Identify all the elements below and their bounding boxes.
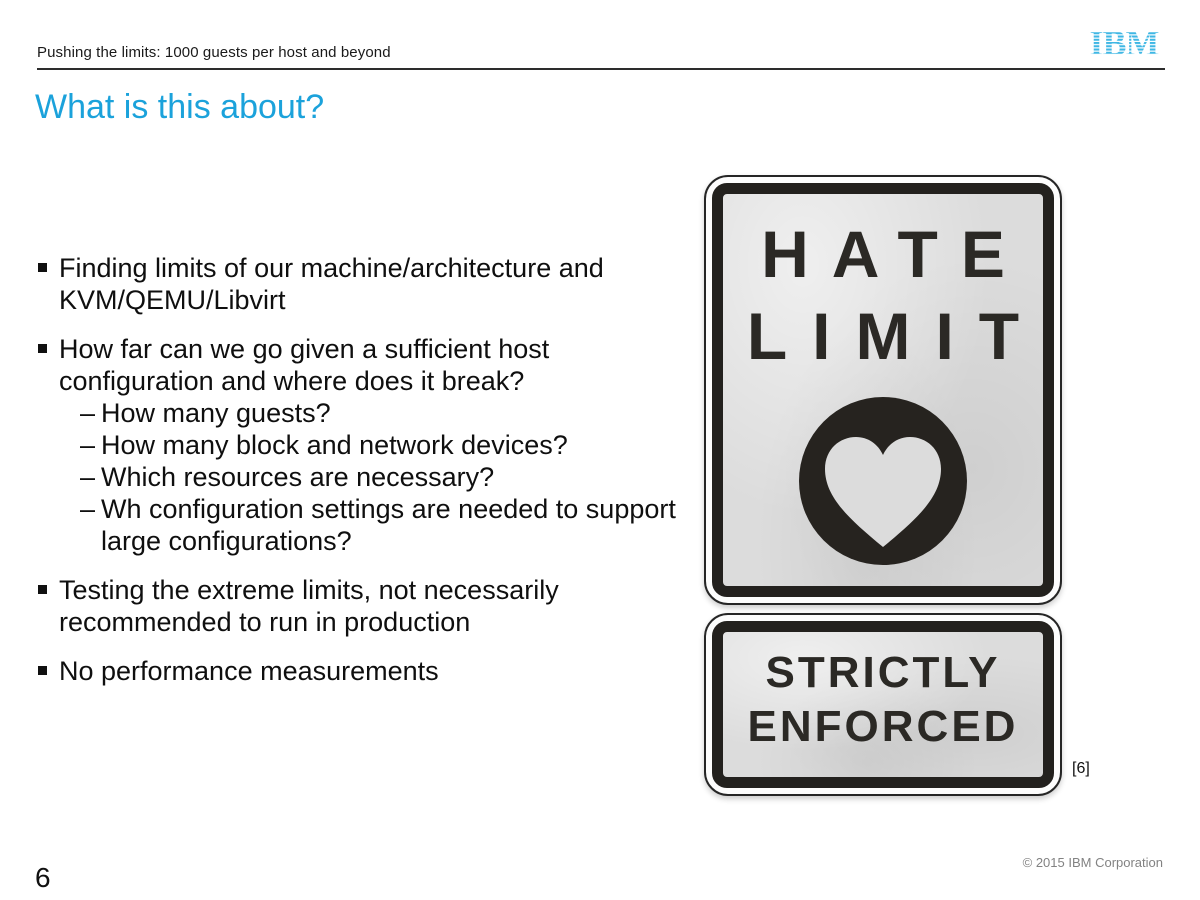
sub-bullet-item bbox=[80, 429, 697, 461]
strictly-enforced-sign-panel bbox=[712, 621, 1054, 788]
bullet-text: Testing the extreme limits, not necessarily recommended to run in production bbox=[59, 575, 559, 637]
sign-word-strictly: STRICTLY bbox=[765, 648, 1001, 697]
bullet-text: Finding limits of our machine/architecture and KVM/QEMU/Libvirt bbox=[59, 253, 604, 315]
strictly-enforced-sign bbox=[704, 613, 1062, 796]
copyright-notice: © 2015 IBM Corporation bbox=[1022, 855, 1163, 870]
sign-word-limit: LIMIT bbox=[746, 299, 1045, 373]
sub-bullet-text: Which resources are necessary? bbox=[101, 462, 495, 492]
header-title: Pushing the limits: 1000 guests per host and beyond bbox=[37, 44, 391, 61]
sign-word-enforced: ENFORCED bbox=[747, 702, 1019, 751]
sub-bullet-list bbox=[80, 397, 697, 557]
sub-bullet-item bbox=[80, 493, 697, 557]
sub-bullet-item bbox=[80, 461, 697, 493]
heart-in-circle-icon bbox=[797, 397, 969, 569]
header-rule bbox=[37, 68, 1165, 70]
sub-bullet-text: How many block and network devices? bbox=[101, 430, 568, 460]
hate-limit-sign bbox=[704, 175, 1062, 605]
bullet-text: No performance measurements bbox=[59, 656, 439, 686]
sub-bullet-item bbox=[80, 397, 697, 429]
ibm-logo-icon bbox=[1085, 26, 1163, 60]
bullet-item bbox=[37, 252, 697, 316]
bullet-item bbox=[37, 655, 697, 687]
ibm-logo-text: IBM bbox=[1089, 26, 1159, 60]
bullet-text: How far can we go given a sufficient host configuration and where does it break? bbox=[59, 334, 550, 396]
sub-bullet-text: Wh configuration settings are needed to support large configurations? bbox=[101, 494, 676, 556]
page-title: What is this about? bbox=[35, 88, 325, 126]
bullet-item bbox=[37, 333, 697, 557]
citation-reference: [6] bbox=[1072, 760, 1090, 777]
bullet-list bbox=[37, 252, 697, 704]
sign-word-hate: HATE bbox=[761, 217, 1028, 291]
bullet-item bbox=[37, 574, 697, 638]
hate-limit-illustration bbox=[704, 175, 1090, 796]
page-number: 6 bbox=[35, 862, 51, 893]
hate-limit-sign-panel bbox=[712, 183, 1054, 597]
sub-bullet-text: How many guests? bbox=[101, 398, 331, 428]
